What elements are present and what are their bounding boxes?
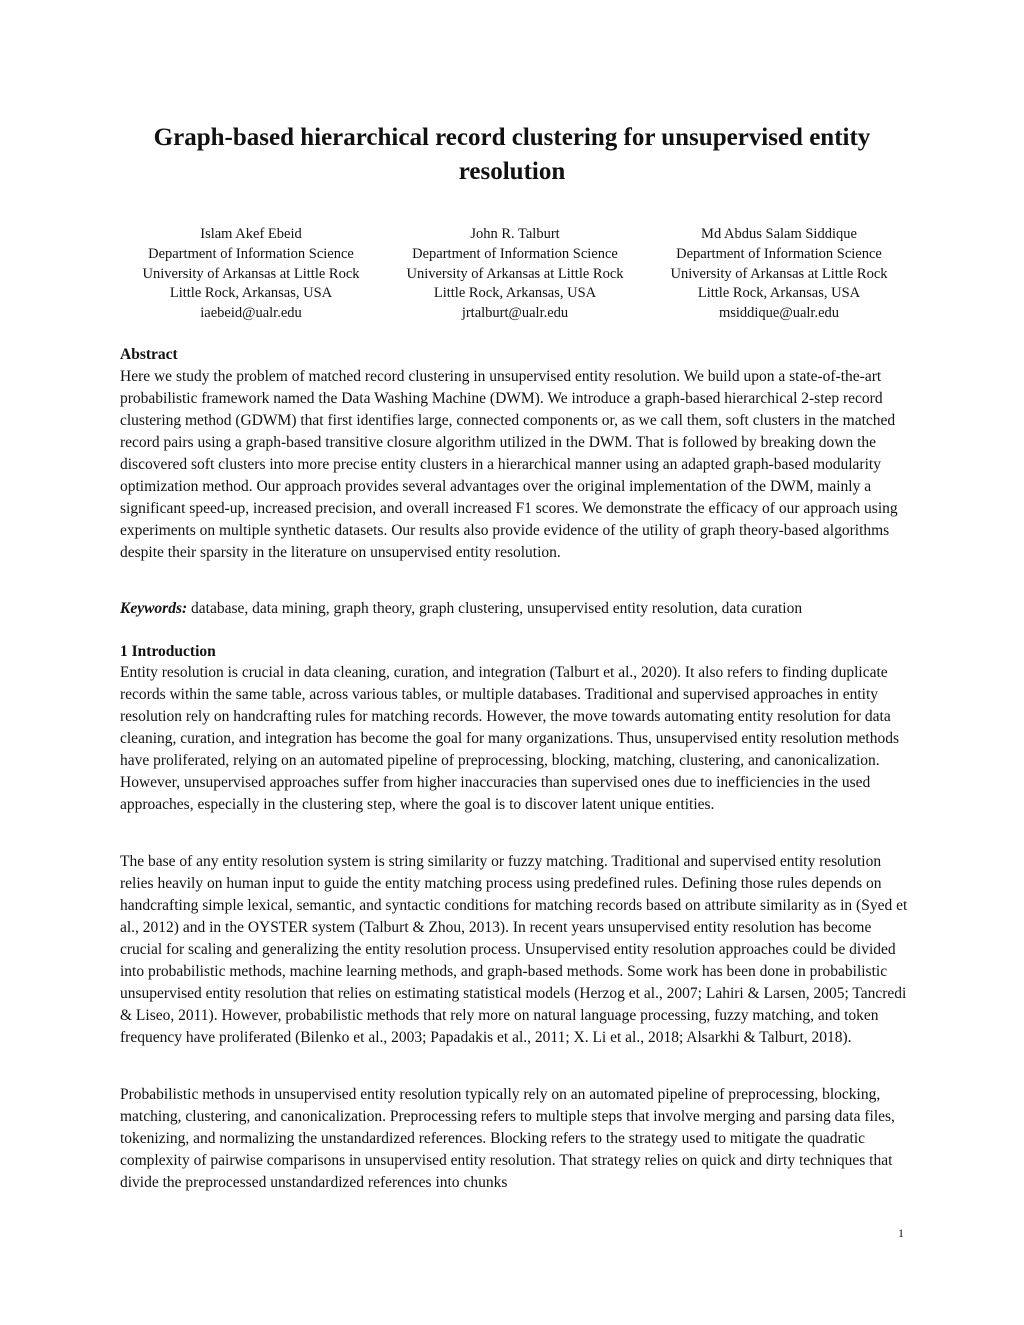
- author-university: University of Arkansas at Little Rock: [142, 265, 360, 282]
- author-department: Department of Information Science: [148, 245, 354, 262]
- paper-title: Graph-based hierarchical record clustering for unsupervised entity resolution: [153, 124, 871, 185]
- author-block: [120, 225, 382, 324]
- intro-paragraph: The base of any entity resolution system is string similarity or fuzzy matching. Traditional and supervised entity resolution relies heavily on human input to guide the entity matching process using predefined rules. Defining those rules depends on handcrafting simple lexical, semantic, and syntactic conditions for matching records based on attribute similarity as in (Syed et al., 2012) and in the OYSTER system (Talburt & Zhou, 2013). In recent years unsupervised entity resolution has become crucial for scaling and generalizing the entity resolution process. Unsupervised entity resolution approaches could be divided into probabilistic methods, machine learning methods, and graph-based methods. Some work has been done in probabilistic unsupervised entity resolution that relies on estimating statistical models (Herzog et al., 2007; Lahiri & Larsen, 2005; Tancredi & Liseo, 2011). However, probabilistic methods that rely more on natural language processing, fuzzy matching, and token frequency have proliferated (Bilenko et al., 2003; Papadakis et al., 2011; X. Li et al., 2018; Alsarkhi & Talburt, 2018).: [120, 853, 908, 1046]
- intro-paragraph: Probabilistic methods in unsupervised entity resolution typically rely on an automated pipeline of preprocessing, blocking, matching, clustering, and canonicalization. Preprocessing refers to multiple steps that involve merging and parsing data files, tokenizing, and normalizing the unstandardized references. Blocking refers to the strategy used to mitigate the quadratic complexity of pairwise comparisons in unsupervised entity resolution. That strategy relies on quick and dirty techniques that divide the preprocessed unstandardized references into chunks: [120, 1086, 895, 1191]
- author-list: [120, 225, 910, 324]
- author-university: University of Arkansas at Little Rock: [406, 265, 624, 282]
- author-location: Little Rock, Arkansas, USA: [697, 285, 861, 302]
- author-name: Md Abdus Salam Siddique: [701, 226, 857, 242]
- intro-paragraph: Entity resolution is crucial in data cleaning, curation, and integration (Talburt et al., 2020). It also refers to finding duplicate records within the same table, across various tables, or multiple databases. Traditional and supervised approaches in entity resolution rely on handcrafting rules for matching records. However, the move towards automating entity resolution for data cleaning, curation, and integration has become the goal for many organizations. Thus, unsupervised entity resolution methods have proliferated, relying on an automated pipeline of preprocessing, blocking, matching, clustering, and canonicalization. However, unsupervised approaches suffer from higher inaccuracies than supervised ones due to inefficiencies in the used approaches, especially in the clustering step, where the goal is to discover latent unique entities.: [120, 664, 899, 813]
- author-name: John R. Talburt: [470, 226, 560, 242]
- page-number: 1: [898, 1226, 904, 1240]
- author-block: [384, 225, 646, 324]
- abstract-text: Here we study the problem of matched record clustering in unsupervised entity resolution. We build upon a state-of-the-art probabilistic framework named the Data Washing Machine (DWM). We introduce a graph-based hierarchical 2-step record clustering method (GDWM) that first identifies large, connected components or, as we call them, soft clusters in the matched record pairs using a graph-based transitive closure algorithm utilized in the DWM. That is followed by breaking down the discovered soft clusters into more precise entity clusters in a hierarchical manner using an adapted graph-based modularity optimization method. Our approach provides several advantages over the original implementation of the DWM, mainly a significant speed-up, increased precision, and overall increased F1 scores. We demonstrate the efficacy of our approach using experiments on multiple synthetic datasets. Our results also provide evidence of the utility of graph theory-based algorithms despite their sparsity in the literature on unsupervised entity resolution.: [120, 368, 898, 561]
- author-name: Islam Akef Ebeid: [200, 226, 302, 242]
- keywords: [120, 598, 910, 620]
- author-block: [648, 225, 910, 324]
- author-department: Department of Information Science: [676, 245, 882, 262]
- section-heading-introduction: 1 Introduction: [120, 643, 216, 660]
- author-department: Department of Information Science: [412, 245, 618, 262]
- author-location: Little Rock, Arkansas, USA: [169, 285, 333, 302]
- author-email: iaebeid@ualr.edu: [200, 305, 302, 322]
- author-location: Little Rock, Arkansas, USA: [433, 285, 597, 302]
- abstract-heading: Abstract: [120, 346, 178, 363]
- author-university: University of Arkansas at Little Rock: [670, 265, 888, 282]
- author-email: jrtalburt@ualr.edu: [461, 305, 569, 322]
- author-email: msiddique@ualr.edu: [718, 305, 840, 322]
- keywords-label: Keywords:: [120, 600, 188, 617]
- keywords-text: database, data mining, graph theory, graph clustering, unsupervised entity resolution, data curation: [187, 600, 803, 617]
